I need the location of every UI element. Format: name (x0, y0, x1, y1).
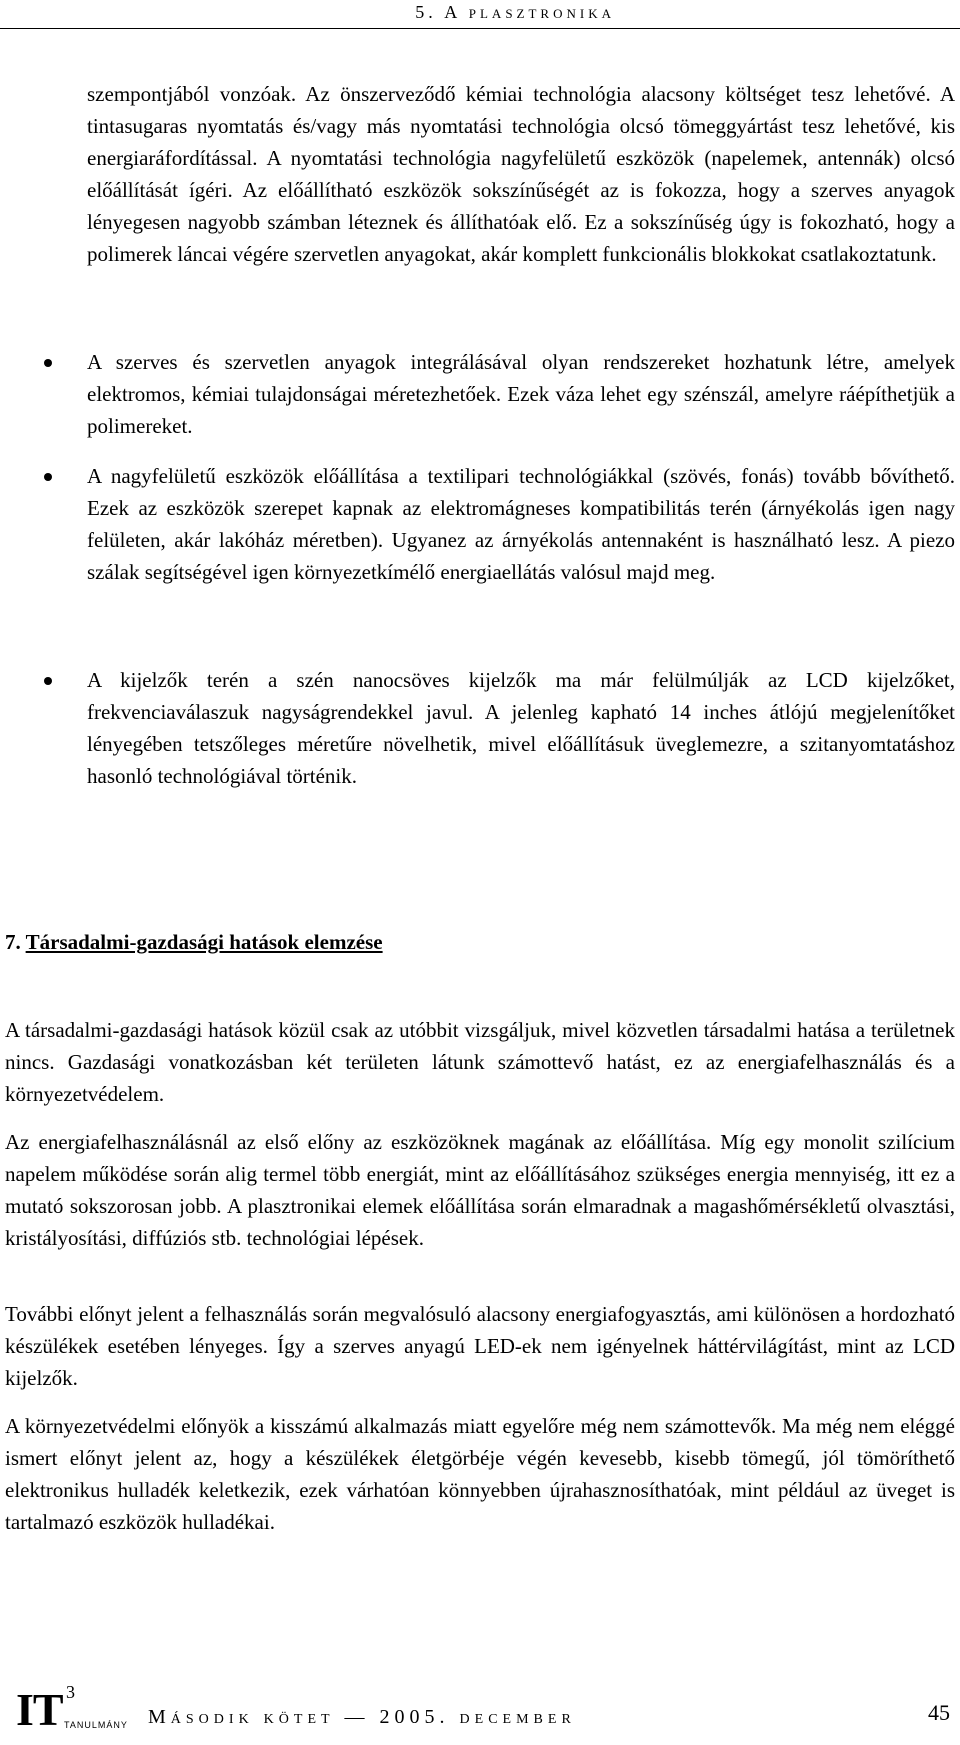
body-paragraph: Az energiafelhasználásnál az első előny az eszközöknek magának az előállítása. Míg egy monolit szilícium napelem működése során alig termel több energiát, mint az előállításához szükséges energia mennyiség, itt ez a mutató sokszorosan jobb. A plasztronikai elemek előállítása során elmaradnak a magashőmérsékletű olvasztási, kristályosítási, diffúziós stb. technológiai lépések. (5, 1130, 955, 1250)
section-number: 7. (5, 930, 21, 954)
bullet-marker (44, 677, 52, 685)
page-footer (0, 1680, 960, 1745)
bullet-item: A nagyfelületű eszközök előállítása a textilipari technológiákkal (szövés, fonás) tovább bővíthető. Ezek az eszközök szerepet kapnak az elektromágneses kompatibilitás terén (árnyékolás igen nagy felületen, akár lakóház méretben). Ugyanez az árnyékolás antennaként is használható lesz. A piezo szálak segítségével igen környezetkímélő energiaellátás valósul majd meg. (87, 464, 955, 584)
it3-logo (4, 1682, 139, 1740)
logo-superscript: 3 (66, 1682, 75, 1702)
running-title: 5. A plasztronika (415, 2, 615, 22)
page-number: 45 (928, 1700, 950, 1725)
logo-main-text: IT (16, 1684, 63, 1735)
body-paragraph: A társadalmi-gazdasági hatások közül csak az utóbbit vizsgáljuk, mivel közvetlen társadalmi hatása a területnek nincs. Gazdasági vonatkozásban két területen látunk számottevő hatást, ez az energiafelhasználás és a környezetvédelem. (5, 1018, 955, 1106)
section-heading (5, 926, 383, 958)
bullet-item: A kijelzők terén a szén nanocsöves kijelzők ma már felülmúlják az LCD kijelzőket, frekvenciaválaszuk nagyságrendekkel javul. A jelenleg kapható 14 inches átlójú megjelenítőket lényegében tetszőleges méretűre növelhetik, mivel előállításuk üveglemezre, a szitanyomtatáshoz hasonló technológiával történik. (87, 668, 955, 788)
bullet-marker (44, 473, 52, 481)
bullet-item: A szerves és szervetlen anyagok integrálásával olyan rendszereket hozhatunk létre, amelyek elektromos, kémiai tulajdonságai méretezhetőek. Ezek váza lehet egy szénszál, amelyre ráépíthetjük a polimereket. (87, 350, 955, 438)
running-header (0, 0, 960, 29)
section-title: Társadalmi-gazdasági hatások elemzése (25, 930, 383, 954)
body-paragraph: A környezetvédelmi előnyök a kisszámú alkalmazás miatt egyelőre még nem számottevők. Ma még nem eléggé ismert előnyt jelent az, hogy a készülékek életgörbéje végén kevesebb, kisebb tömegű, jól tömöríthető elektronikus hulladék keletkezik, ezek várhatóan könnyebben újrahasznosíthatóak, mint például az üveget is tartalmazó eszközök hulladékai. (5, 1414, 955, 1534)
body-paragraph: További előnyt jelent a felhasználás során megvalósuló alacsony energiafogyasztás, ami különösen a hordozható készülékek esetében lényeges. Így a szerves anyagú LED-ek nem igényelnek háttérvilágítást, mint az LCD kijelzők. (5, 1302, 955, 1390)
logo-subtitle: TANULMÁNY (64, 1720, 128, 1730)
volume-label: Második kötet — 2005. december (148, 1706, 576, 1728)
bullet-continuation-paragraph: szempontjából vonzóak. Az önszerveződő kémiai technológia alacsony költséget tesz lehetővé. A tintasugaras nyomtatás és/vagy más nyomtatási technológia olcsó tömeggyártást tesz lehetővé, kis energiaráfordítással. A nyomtatási technológia nagyfelületű eszközök (napelemek, antennák) olcsó előállítását ígéri. Az előállítható eszközök sokszínűségét az is fokozza, hogy a szerves anyagok lényegesen nagyobb számban léteznek és állíthatóak elő. Ez a sokszínűség úgy is fokozható, hogy a polimerek láncai végére szervetlen anyagokat, akár komplett funkcionális blokkokat csatlakoztatunk. (87, 82, 955, 266)
bullet-marker (44, 359, 52, 367)
